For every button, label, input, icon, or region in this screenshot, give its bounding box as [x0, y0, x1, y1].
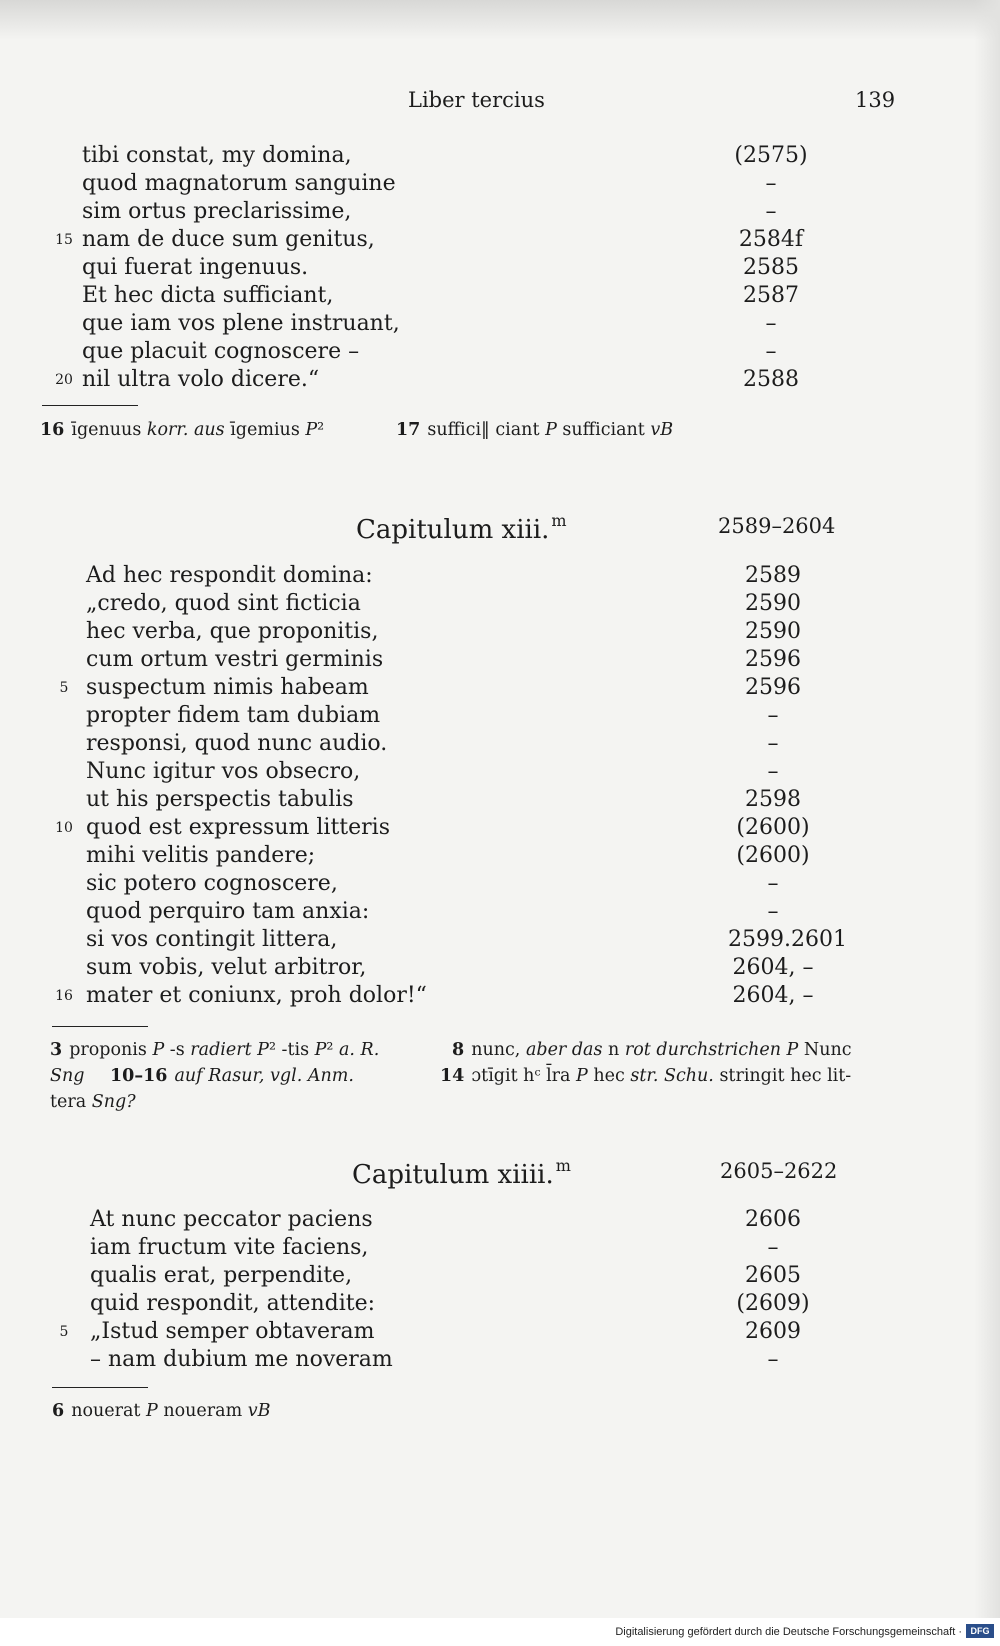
- footnote-siglum: a. R.: [339, 1040, 380, 1060]
- verse-reference: (2600): [736, 815, 810, 840]
- verse-text: At nunc peccator paciens: [90, 1207, 373, 1232]
- verse-reference: 2604, –: [732, 983, 814, 1008]
- verse-text: ut his perspectis tabulis: [86, 787, 354, 812]
- verse-text: „Istud semper obtaveram: [90, 1319, 375, 1344]
- footnote: [50, 1092, 136, 1112]
- verse-reference: –: [767, 759, 779, 784]
- verse-reference: 2599.2601: [728, 927, 847, 952]
- verse-text: – nam dubium me noveram: [90, 1347, 393, 1372]
- verse-text: hec verba, que proponitis,: [86, 619, 379, 644]
- verse-line: [0, 1263, 1000, 1292]
- verse-reference: (2575): [734, 143, 808, 168]
- line-number: 5: [59, 680, 69, 696]
- verse-reference: 2596: [745, 675, 801, 700]
- verse-reference: 2606: [745, 1207, 801, 1232]
- footnote-siglum: Sng?: [91, 1092, 136, 1112]
- verse-text: „credo, quod sint ficticia: [86, 591, 361, 616]
- footnote-text: ²: [326, 1040, 339, 1060]
- footnote: [50, 1040, 379, 1060]
- verse-text: nam de duce sum genitus,: [82, 227, 375, 252]
- verse-text: quod magnatorum sanguine: [82, 171, 396, 196]
- dfg-logo: DFG: [966, 1624, 994, 1638]
- verse-reference: –: [765, 339, 777, 364]
- verse-line: [0, 283, 1000, 312]
- footnote-siglum: P: [146, 1401, 158, 1421]
- chapter-title-xiiii: [352, 1156, 571, 1190]
- verse-text: Et hec dicta sufficiant,: [82, 283, 334, 308]
- verse-line: [0, 1347, 1000, 1376]
- footnote-number: 3: [50, 1040, 63, 1060]
- verse-reference: 2587: [743, 283, 799, 308]
- line-number: 20: [55, 372, 73, 388]
- footnote-siglum: aber das: [525, 1040, 603, 1060]
- footnote-text: n: [602, 1040, 625, 1060]
- footnote-siglum: Sng: [50, 1066, 85, 1086]
- verse-text: iam fructum vite faciens,: [90, 1235, 369, 1260]
- verse-line: [0, 311, 1000, 340]
- verse-line: [0, 591, 1000, 620]
- running-header-title: Liber tercius: [408, 88, 545, 112]
- verse-line: [0, 1291, 1000, 1320]
- verse-text: tibi constat, my domina,: [82, 143, 352, 168]
- verse-line: [0, 703, 1000, 732]
- verse-text: Ad hec respondit domina:: [86, 563, 373, 588]
- footnote-rule: [52, 1387, 148, 1388]
- verse-line: [0, 255, 1000, 284]
- verse-text: nil ultra volo dicere.“: [82, 367, 320, 392]
- verse-text: responsi, quod nunc audio.: [86, 731, 388, 756]
- verse-text: cum ortum vestri germinis: [86, 647, 384, 672]
- verse-reference: 2584f: [738, 227, 804, 252]
- digitization-footer: [0, 1618, 1000, 1646]
- footnote-siglum: P: [545, 420, 557, 440]
- footnote-number: 17: [396, 420, 421, 440]
- footnote-text: ²: [317, 420, 325, 440]
- footnote-number: 8: [452, 1040, 465, 1060]
- footnote-siglum: radiert P: [190, 1040, 269, 1060]
- verse-reference: 2604, –: [732, 955, 814, 980]
- footnote-siglum: P: [152, 1040, 165, 1060]
- verse-text: mater et coniunx, proh dolor!“: [86, 983, 427, 1008]
- footnote: [52, 1401, 271, 1421]
- footnote-number: 16: [40, 420, 65, 440]
- chapter-title-text: Capitulum xiii.: [356, 515, 550, 545]
- line-number: 16: [55, 988, 73, 1004]
- verse-reference: 2598: [745, 787, 801, 812]
- verse-reference: (2600): [736, 843, 810, 868]
- verse-text: suspectum nimis habeam: [86, 675, 369, 700]
- verse-text: quod perquiro tam anxia:: [86, 899, 370, 924]
- footnote-text: nunc,: [471, 1040, 526, 1060]
- verse-line: [0, 955, 1000, 984]
- footnote-text: proponis: [69, 1040, 153, 1060]
- footnote: [50, 1066, 84, 1086]
- footnote-siglum: rot durchstrichen P: [624, 1040, 799, 1060]
- chapter-title-text: Capitulum xiiii.: [352, 1160, 554, 1190]
- verse-line: [0, 871, 1000, 900]
- footnote-text: -s: [164, 1040, 191, 1060]
- line-number: 10: [55, 820, 73, 836]
- verse-line: [0, 899, 1000, 928]
- verse-text: propter fidem tam dubiam: [86, 703, 381, 728]
- footnote-number: 10–16: [110, 1066, 168, 1086]
- verse-reference: 2596: [745, 647, 801, 672]
- verse-reference: –: [765, 171, 777, 196]
- footnote-rule: [52, 1026, 148, 1027]
- verse-line: [0, 1319, 1000, 1348]
- footnote: [396, 420, 673, 440]
- footnote-siglum: vB: [247, 1401, 271, 1421]
- verse-reference: –: [765, 311, 777, 336]
- verse-line: [0, 143, 1000, 172]
- verse-line: [0, 367, 1000, 396]
- verse-reference: –: [767, 703, 779, 728]
- footnote-siglum: str. Schu.: [630, 1066, 714, 1086]
- footnote-siglum: P: [576, 1066, 588, 1086]
- footnote-text: ² -tis: [268, 1040, 315, 1060]
- verse-reference: 2605: [745, 1263, 801, 1288]
- verse-line: [0, 675, 1000, 704]
- verse-line: [0, 843, 1000, 872]
- page-number: 139: [855, 88, 896, 112]
- footnote-text: nouerat: [71, 1401, 147, 1421]
- line-number: 15: [55, 232, 73, 248]
- verse-reference: –: [767, 1347, 779, 1372]
- footnote: [452, 1040, 852, 1060]
- verse-line: [0, 731, 1000, 760]
- footnote: [440, 1066, 851, 1086]
- footnote-text: hec: [587, 1066, 631, 1086]
- verse-line: [0, 1235, 1000, 1264]
- verse-reference: 2585: [743, 255, 799, 280]
- chapter-title-superscript: m: [555, 1156, 571, 1175]
- verse-reference: (2609): [736, 1291, 810, 1316]
- verse-text: quid respondit, attendite:: [90, 1291, 376, 1316]
- verse-text: sum vobis, velut arbitror,: [86, 955, 367, 980]
- verse-line: [0, 199, 1000, 228]
- verse-text: si vos contingit littera,: [86, 927, 338, 952]
- line-number: 5: [59, 1324, 69, 1340]
- verse-line: [0, 619, 1000, 648]
- chapter-verse-range: 2589–2604: [718, 514, 836, 538]
- verse-line: [0, 647, 1000, 676]
- verse-line: [0, 983, 1000, 1012]
- verse-reference: –: [765, 199, 777, 224]
- footnote-text: ɔtīgit hᶜ l̄ra: [471, 1066, 577, 1086]
- verse-text: qualis erat, perpendite,: [90, 1263, 353, 1288]
- footnote: [40, 420, 324, 440]
- verse-text: sic potero cognoscere,: [86, 871, 338, 896]
- verse-text: que placuit cognoscere –: [82, 339, 360, 364]
- footnote-siglum: vB: [650, 420, 674, 440]
- verse-line: [0, 759, 1000, 788]
- footnote-text: Nunc: [798, 1040, 852, 1060]
- verse-text: qui fuerat ingenuus.: [82, 255, 309, 280]
- footnote-text: tera: [50, 1092, 92, 1112]
- footnote-siglum: auf Rasur, vgl. Anm.: [174, 1066, 354, 1086]
- footnote-text: sufficiant: [556, 420, 651, 440]
- footnote-text: īgemius: [224, 420, 306, 440]
- verse-reference: –: [767, 899, 779, 924]
- funding-notice: Digitalisierung gefördert durch die Deutsche Forschungsgemeinschaft ·: [615, 1626, 962, 1638]
- footnote-siglum: P: [305, 420, 318, 440]
- verse-line: [0, 171, 1000, 200]
- chapter-verse-range: 2605–2622: [720, 1159, 838, 1183]
- verse-reference: 2588: [743, 367, 799, 392]
- verse-text: Nunc igitur vos obsecro,: [86, 759, 361, 784]
- verse-line: [0, 1207, 1000, 1236]
- footnote-number: 6: [52, 1401, 65, 1421]
- verse-text: que iam vos plene instruant,: [82, 311, 400, 336]
- verse-line: [0, 563, 1000, 592]
- verse-line: [0, 927, 1000, 956]
- verse-line: [0, 815, 1000, 844]
- footnote-number: 14: [440, 1066, 465, 1086]
- verse-text: quod est expressum litteris: [86, 815, 390, 840]
- verse-reference: –: [767, 871, 779, 896]
- verse-line: [0, 787, 1000, 816]
- verse-reference: 2589: [745, 563, 801, 588]
- footnote: [110, 1066, 354, 1086]
- chapter-title-superscript: m: [551, 511, 567, 530]
- verse-text: mihi velitis pandere;: [86, 843, 316, 868]
- footnote-rule: [42, 405, 138, 406]
- verse-reference: –: [767, 731, 779, 756]
- footnote-text: īgenuus: [71, 420, 147, 440]
- verse-reference: –: [767, 1235, 779, 1260]
- verse-reference: 2590: [745, 619, 801, 644]
- verse-reference: 2590: [745, 591, 801, 616]
- chapter-title-xiii: [356, 511, 567, 545]
- verse-text: sim ortus preclarissime,: [82, 199, 352, 224]
- footnote-text: noueram: [157, 1401, 248, 1421]
- footnote-text: stringit hec lit-: [713, 1066, 852, 1086]
- verse-reference: 2609: [745, 1319, 801, 1344]
- verse-line: [0, 339, 1000, 368]
- verse-line: [0, 227, 1000, 256]
- footnote-siglum: P: [314, 1040, 327, 1060]
- footnote-text: suffici‖ ciant: [427, 420, 546, 440]
- footnote-siglum: korr. aus: [146, 420, 225, 440]
